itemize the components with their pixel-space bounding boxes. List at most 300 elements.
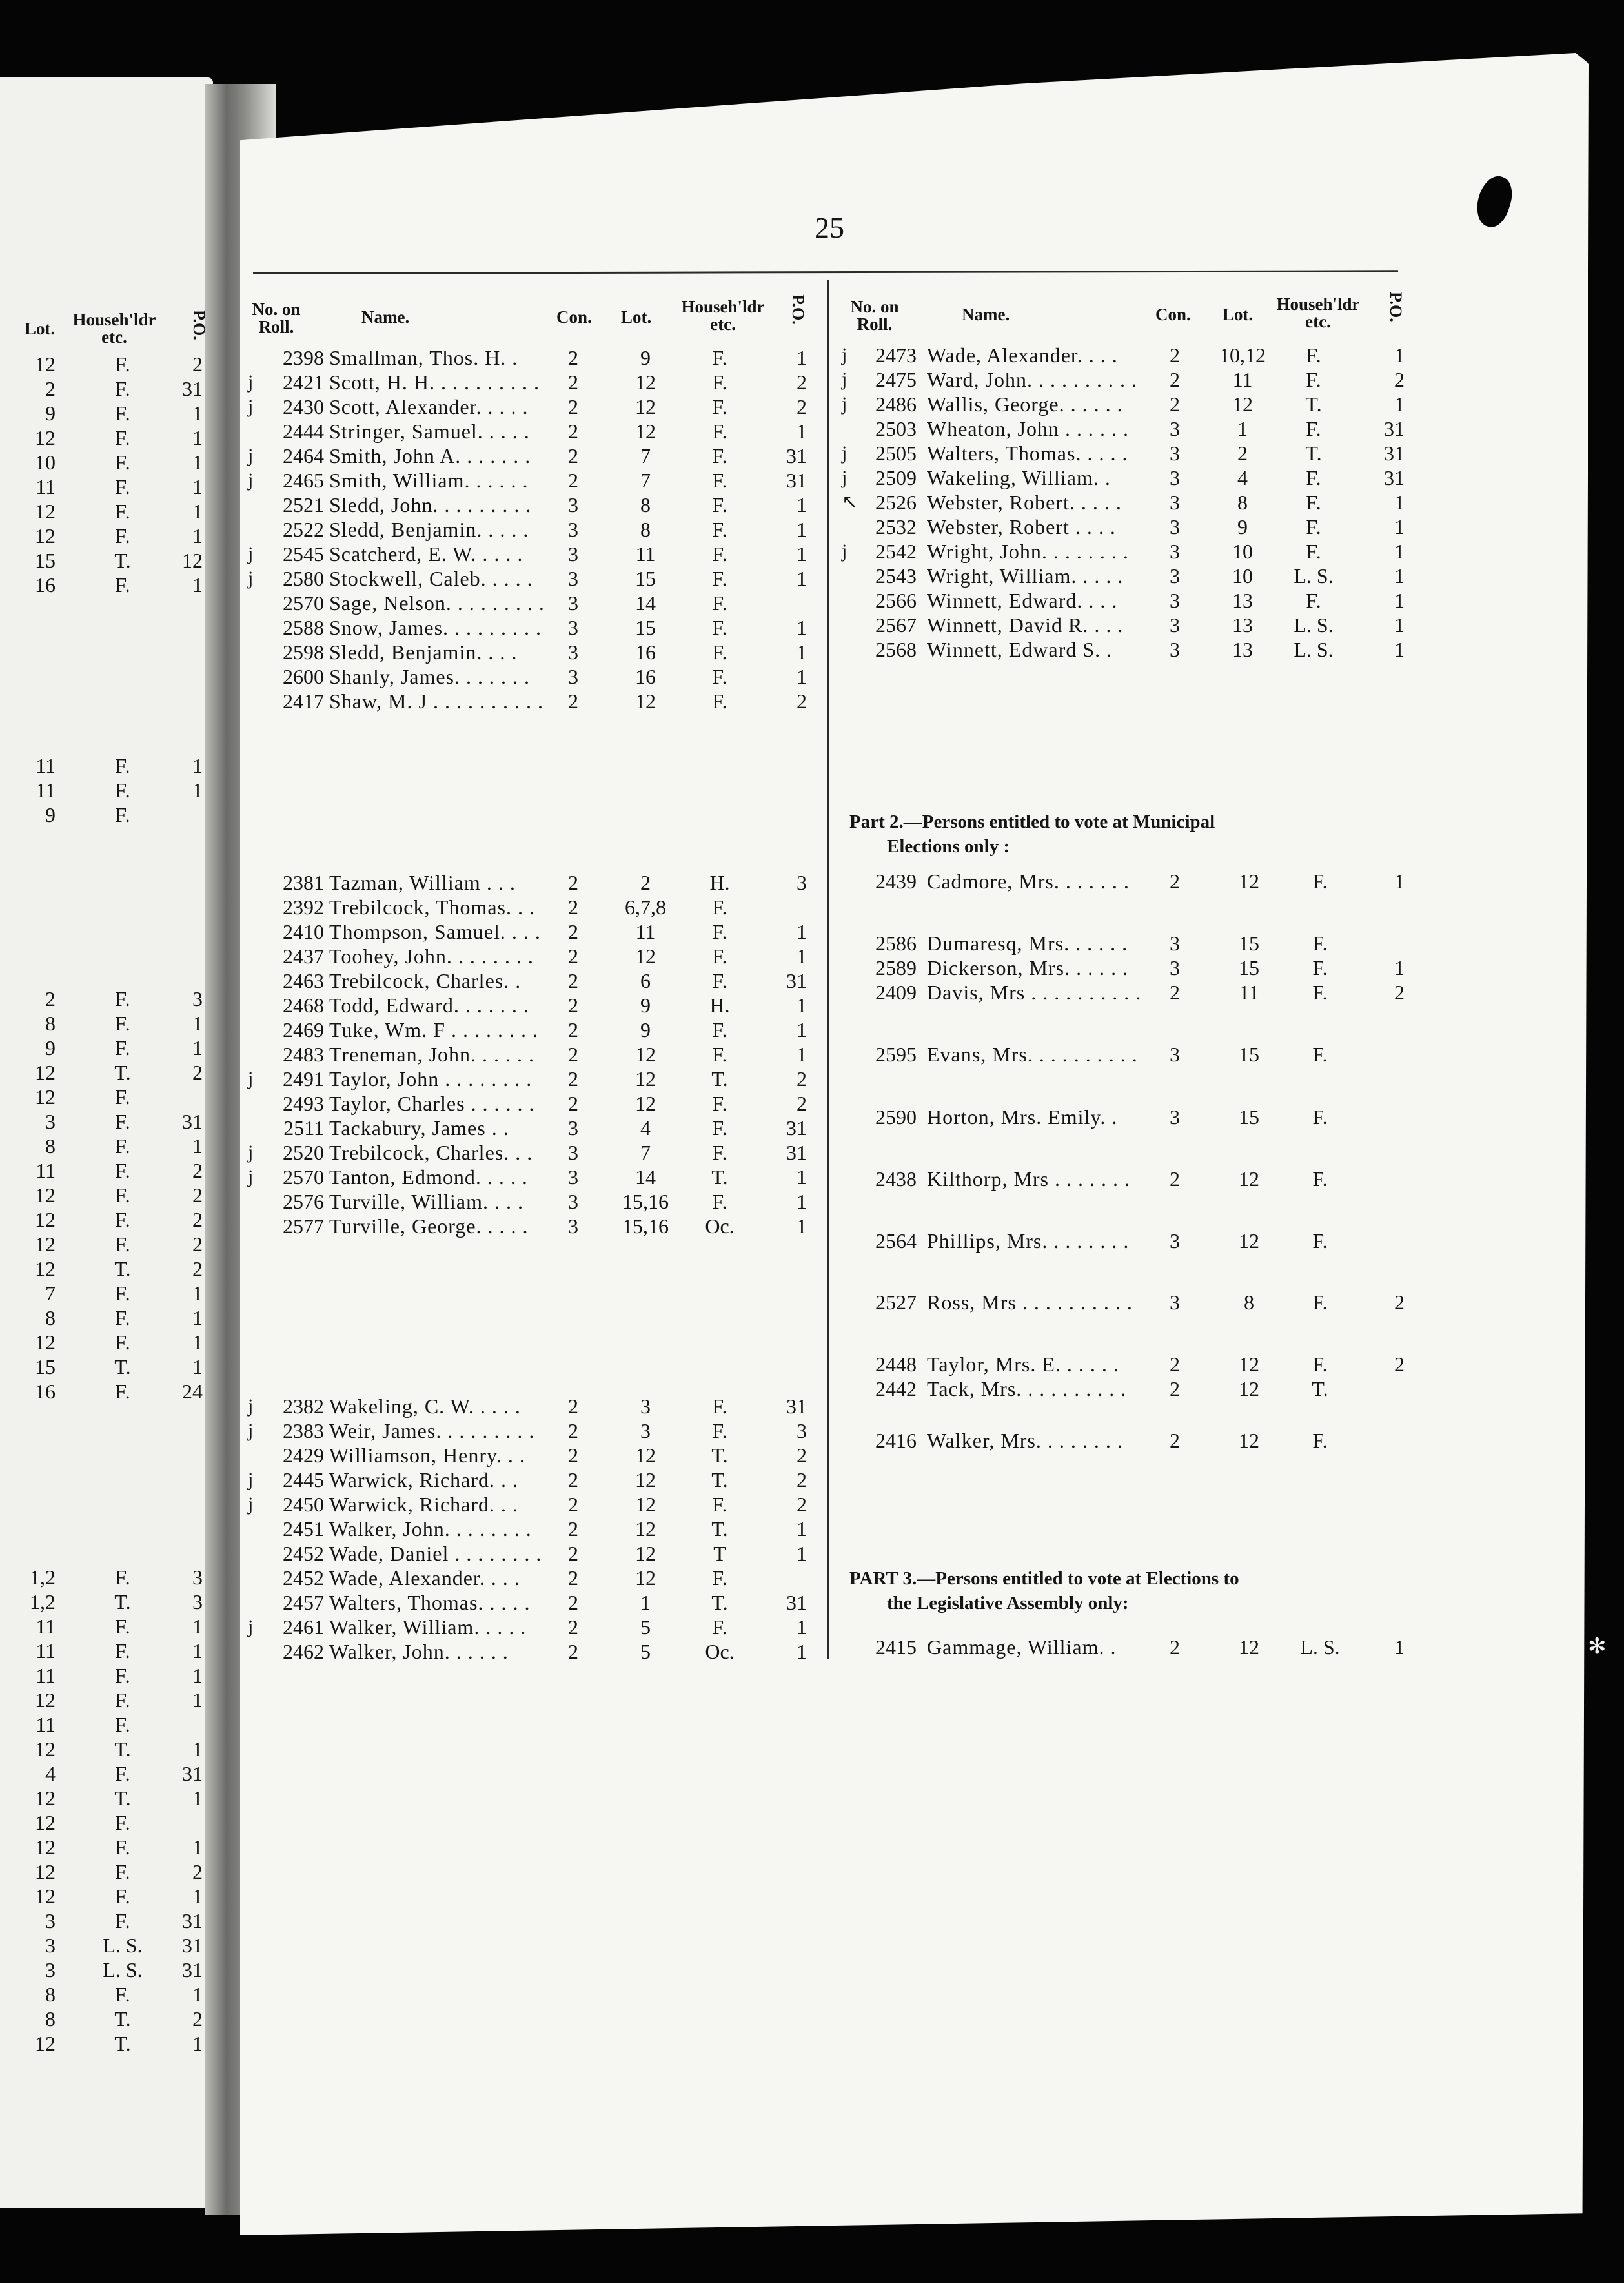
- concession: 2: [568, 1444, 578, 1467]
- left-household-cell: F.: [115, 1331, 130, 1354]
- concession: 2: [568, 395, 578, 418]
- concession: 3: [568, 1116, 578, 1140]
- voter-name: Turville, William. . . .: [329, 1190, 523, 1213]
- roll-number: 2445: [283, 1468, 324, 1491]
- voter-name: Winnett, David R. . . .: [927, 613, 1124, 637]
- voter-row: [0, 515, 1624, 539]
- household-status: F.: [1306, 343, 1321, 367]
- left-po-cell: 1: [192, 1786, 203, 1810]
- voter-name: Wade, Alexander. . . .: [927, 343, 1118, 367]
- left-household-cell: F.: [115, 426, 130, 449]
- left-household-cell: F.: [115, 1183, 130, 1207]
- left-lot-cell: 16: [35, 1380, 56, 1403]
- voter-name: Smith, John A. . . . . . .: [329, 444, 531, 467]
- post-office: 31: [1384, 417, 1405, 440]
- concession: 3: [1170, 515, 1180, 538]
- lot-number: 3: [640, 1395, 651, 1418]
- roll-number: 2452: [283, 1542, 324, 1565]
- household-status: F.: [712, 640, 727, 664]
- concession: 2: [1170, 343, 1180, 367]
- left-fragment-row: [0, 1958, 1624, 1982]
- voter-name: Taylor, John . . . . . . . .: [329, 1067, 533, 1090]
- voter-name: Walker, John. . . . . . . .: [329, 1517, 532, 1541]
- roll-number: 2465: [283, 469, 324, 492]
- middle-header-household: Househ'ldr etc.: [681, 297, 765, 334]
- concession: 3: [1170, 638, 1180, 661]
- post-office: 1: [797, 1018, 807, 1041]
- left-household-cell: F.: [115, 1159, 130, 1182]
- left-header-po: P.O.: [190, 310, 208, 340]
- lot-number: 1: [640, 1591, 651, 1614]
- roll-number: 2437: [283, 945, 324, 968]
- household-status: L. S.: [1300, 1635, 1340, 1659]
- voter-name: Shaw, M. J . . . . . . . . . .: [329, 690, 543, 713]
- lot-number: 2: [1237, 442, 1248, 465]
- concession: 3: [568, 591, 578, 615]
- left-header-household: Househ'ldr etc.: [72, 310, 156, 347]
- lot-number: 9: [1237, 515, 1248, 538]
- right-header-roll: No. on Roll.: [850, 297, 899, 334]
- lot-number: 8: [640, 493, 651, 517]
- post-office: 1: [1394, 956, 1405, 979]
- left-lot-cell: 12: [35, 1737, 56, 1761]
- lot-number: 11: [635, 542, 656, 566]
- roll-number: 2473: [875, 343, 917, 367]
- left-household-cell: F.: [115, 377, 130, 400]
- household-status: F.: [712, 1116, 727, 1140]
- household-status: F.: [1306, 515, 1321, 538]
- roll-number: 2577: [283, 1214, 324, 1238]
- voter-name: Wade, Alexander. . . .: [329, 1566, 520, 1590]
- left-po-cell: 2: [192, 353, 203, 376]
- roll-number: 2493: [283, 1092, 324, 1115]
- left-household-cell: F.: [115, 803, 130, 826]
- left-household-cell: F.: [115, 1134, 130, 1158]
- roll-number: 2568: [875, 638, 917, 661]
- left-po-cell: 31: [182, 377, 203, 400]
- left-household-cell: F.: [115, 1639, 130, 1663]
- roll-number: 2589: [875, 956, 917, 979]
- household-status: F.: [1306, 417, 1321, 440]
- post-office: 1: [797, 493, 807, 517]
- voter-name: Wright, John. . . . . . . .: [927, 540, 1129, 563]
- concession: 3: [1170, 932, 1180, 955]
- left-fragment-row: [0, 753, 1624, 778]
- post-office: 1: [797, 542, 807, 566]
- voter-name: Stringer, Samuel. . . . .: [329, 420, 530, 443]
- left-lot-cell: 8: [45, 2007, 56, 2031]
- roll-number: 2383: [283, 1419, 324, 1442]
- roll-number: 2442: [875, 1377, 917, 1400]
- concession: 2: [568, 420, 578, 443]
- roll-number: 2570: [283, 591, 324, 615]
- voter-name: Walters, Thomas. . . . .: [927, 442, 1128, 465]
- voter-row: [0, 564, 1624, 588]
- voter-name: Treneman, John. . . . . .: [329, 1043, 535, 1066]
- roll-number: 2521: [283, 493, 324, 517]
- post-office: 1: [797, 1542, 807, 1565]
- post-office: 31: [786, 1116, 807, 1140]
- household-status: F.: [1312, 1229, 1328, 1253]
- voter-name: Sage, Nelson. . . . . . . . .: [329, 591, 545, 615]
- voter-row: [0, 343, 1624, 367]
- left-lot-cell: 16: [35, 573, 56, 597]
- lot-number: 12: [1239, 1429, 1259, 1452]
- page-number: 25: [815, 211, 844, 244]
- household-status: F.: [1306, 589, 1321, 612]
- concession: 2: [1170, 981, 1180, 1004]
- left-household-cell: F.: [115, 1983, 130, 2006]
- j-marker: j: [842, 344, 848, 365]
- concession: 3: [568, 518, 578, 541]
- lot-number: 4: [1237, 466, 1248, 489]
- post-office: 1: [797, 920, 807, 943]
- voter-name: Davis, Mrs . . . . . . . . . .: [927, 981, 1142, 1004]
- post-office: 2: [797, 1067, 807, 1090]
- roll-number: 2543: [875, 564, 917, 588]
- lot-number: 12: [635, 420, 656, 443]
- roll-number: 2457: [283, 1591, 324, 1614]
- household-status: F.: [712, 1141, 727, 1164]
- left-lot-cell: 11: [36, 1664, 56, 1687]
- left-lot-cell: 12: [35, 1688, 56, 1712]
- lot-number: 12: [635, 1444, 656, 1467]
- left-po-cell: 1: [192, 2032, 203, 2055]
- voter-row: [0, 588, 1624, 613]
- left-fragment-row: [0, 2031, 1624, 2056]
- left-lot-cell: 9: [45, 1036, 56, 1060]
- left-fragment-row: [0, 803, 1624, 827]
- left-po-cell: 1: [192, 1036, 203, 1060]
- post-office: 1: [797, 1165, 807, 1189]
- left-household-cell: F.: [115, 1282, 130, 1305]
- household-status: F.: [712, 469, 727, 492]
- roll-number: 2415: [875, 1635, 917, 1659]
- left-po-cell: 1: [192, 573, 203, 597]
- concession: 2: [568, 1468, 578, 1491]
- roll-number: 2588: [283, 616, 324, 639]
- lot-number: 12: [635, 1043, 656, 1066]
- roll-number: 2417: [283, 690, 324, 713]
- roll-number: 2532: [875, 515, 917, 538]
- left-household-cell: F.: [115, 1885, 130, 1908]
- left-household-cell: F.: [115, 1615, 130, 1638]
- lot-number: 10: [1232, 564, 1253, 588]
- j-marker: ↖: [842, 491, 858, 513]
- left-lot-cell: 12: [35, 1085, 56, 1109]
- roll-number: 2382: [283, 1395, 324, 1418]
- left-lot-cell: 12: [35, 524, 56, 548]
- lot-number: 12: [1239, 1229, 1259, 1253]
- roll-number: 2483: [283, 1043, 324, 1066]
- lot-number: 10: [1232, 540, 1253, 563]
- roll-number: 2392: [283, 896, 324, 919]
- left-fragment-row: [0, 1933, 1624, 1958]
- concession: 2: [568, 1517, 578, 1541]
- left-po-cell: 1: [192, 1737, 203, 1761]
- concession: 2: [568, 469, 578, 492]
- j-marker: j: [248, 1166, 254, 1187]
- left-po-cell: 1: [192, 1355, 203, 1378]
- voter-name: Winnett, Edward S. .: [927, 638, 1113, 661]
- voter-name: Gammage, William. .: [927, 1635, 1117, 1659]
- right-header-household: Househ'ldr etc.: [1276, 294, 1360, 331]
- left-household-cell: F.: [115, 475, 130, 498]
- voter-row: [0, 637, 1624, 662]
- left-po-cell: 1: [192, 1688, 203, 1712]
- left-lot-cell: 8: [45, 1306, 56, 1329]
- left-po-cell: 1: [192, 1331, 203, 1354]
- lot-number: 12: [635, 1067, 656, 1090]
- concession: 3: [568, 1165, 578, 1189]
- roll-number: 2429: [283, 1444, 324, 1467]
- j-marker: j: [248, 568, 254, 589]
- left-lot-cell: 11: [36, 1615, 56, 1638]
- voter-name: Tuke, Wm. F . . . . . . . .: [329, 1018, 538, 1041]
- left-lot-cell: 9: [45, 402, 56, 425]
- household-status: T.: [1305, 442, 1322, 465]
- left-po-cell: 1: [192, 426, 203, 449]
- voter-name: Dickerson, Mrs. . . . . .: [927, 956, 1129, 979]
- post-office: 2: [797, 1493, 807, 1516]
- part2-voter-row: [0, 1428, 1624, 1453]
- lot-number: 12: [635, 690, 656, 713]
- household-status: F.: [712, 969, 727, 992]
- lot-number: 15: [635, 616, 656, 639]
- left-po-cell: 1: [192, 1885, 203, 1908]
- concession: 3: [568, 493, 578, 517]
- household-status: F.: [1306, 466, 1321, 489]
- lot-number: 5: [640, 1640, 651, 1663]
- voter-row: [0, 392, 1624, 416]
- voter-name: Stockwell, Caleb. . . . .: [329, 567, 533, 590]
- left-fragment-row: [0, 2007, 1624, 2031]
- voter-name: Weir, James. . . . . . . . .: [329, 1419, 535, 1442]
- post-office: 1: [797, 640, 807, 664]
- post-office: 1: [797, 518, 807, 541]
- voter-name: Evans, Mrs. . . . . . . . . .: [927, 1043, 1138, 1066]
- roll-number: 2469: [283, 1018, 324, 1041]
- household-status: F.: [712, 444, 727, 467]
- left-household-cell: F.: [115, 754, 130, 777]
- concession: 2: [1170, 870, 1180, 893]
- left-household-cell: F.: [115, 1713, 130, 1736]
- roll-number: 2567: [875, 613, 917, 637]
- post-office: 31: [786, 444, 807, 467]
- left-household-cell: T.: [114, 1590, 131, 1613]
- post-office: 1: [1394, 1635, 1405, 1659]
- left-po-cell: 12: [182, 549, 203, 572]
- left-household-cell: F.: [115, 1085, 130, 1109]
- part2-voter-row: [0, 1105, 1624, 1129]
- left-po-cell: 31: [182, 1909, 203, 1932]
- lot-number: 4: [640, 1116, 651, 1140]
- left-fragment-row: [0, 1982, 1624, 2007]
- left-fragment-row: [0, 1859, 1624, 1884]
- lot-number: 12: [635, 371, 656, 394]
- voter-name: Todd, Edward. . . . . . .: [329, 994, 529, 1017]
- voter-name: Tanton, Edmond. . . . .: [329, 1165, 528, 1189]
- left-po-cell: 2: [192, 1183, 203, 1207]
- lot-number: 11: [635, 920, 656, 943]
- voter-name: Toohey, John. . . . . . . .: [329, 945, 534, 968]
- post-office: 1: [1394, 343, 1405, 367]
- lot-number: 8: [1244, 1291, 1254, 1314]
- middle-header-roll: No. on Roll.: [252, 300, 301, 336]
- lot-number: 12: [635, 1566, 656, 1590]
- left-household-cell: F.: [115, 1208, 130, 1231]
- roll-number: 2564: [875, 1229, 917, 1253]
- concession: 3: [1170, 1043, 1180, 1066]
- j-marker: j: [248, 445, 254, 466]
- voter-row: [0, 1468, 1624, 1492]
- roll-number: 2452: [283, 1566, 324, 1590]
- voter-name: Wright, William. . . . .: [927, 564, 1124, 588]
- roll-number: 2398: [283, 346, 324, 369]
- lot-number: 15: [1239, 1105, 1259, 1129]
- household-status: F.: [712, 420, 727, 443]
- voter-name: Webster, Robert. . . . .: [927, 491, 1122, 514]
- voter-name: Sledd, Benjamin. . . . .: [329, 518, 529, 541]
- j-marker: j: [248, 396, 254, 417]
- concession: 2: [1170, 1353, 1180, 1376]
- roll-number: 2409: [875, 981, 917, 1004]
- concession: 2: [568, 1067, 578, 1090]
- left-household-cell: F.: [115, 402, 130, 425]
- lot-number: 7: [640, 1141, 651, 1164]
- household-status: T.: [711, 1067, 728, 1090]
- household-status: F.: [712, 690, 727, 713]
- household-status: F.: [712, 1018, 727, 1041]
- lot-number: 7: [640, 469, 651, 492]
- household-status: F.: [1306, 491, 1321, 514]
- post-office: 1: [797, 616, 807, 639]
- household-status: F.: [712, 1190, 727, 1213]
- middle-header-po: P.O.: [789, 294, 807, 325]
- left-lot-cell: 12: [35, 1885, 56, 1908]
- concession: 2: [1170, 1429, 1180, 1452]
- concession: 2: [568, 1395, 578, 1418]
- concession: 2: [568, 690, 578, 713]
- household-status: F.: [712, 371, 727, 394]
- roll-number: 2491: [283, 1067, 324, 1090]
- household-status: F.: [1306, 540, 1321, 563]
- part3-heading: PART 3.—Persons entitled to vote at Elections to the Legislative Assembly only:: [849, 1568, 1239, 1613]
- left-lot-cell: 8: [45, 1134, 56, 1158]
- voter-name: Snow, James. . . . . . . . .: [329, 616, 542, 639]
- lot-number: 12: [1239, 1353, 1259, 1376]
- post-office: 3: [797, 871, 807, 894]
- concession: 2: [568, 1018, 578, 1041]
- roll-number: 2430: [283, 395, 324, 418]
- post-office: 31: [786, 1591, 807, 1614]
- roll-number: 2444: [283, 420, 324, 443]
- right-header-name: Name.: [962, 305, 1010, 324]
- concession: 3: [1170, 491, 1180, 514]
- left-lot-cell: 8: [45, 1983, 56, 2006]
- voter-row: [0, 613, 1624, 637]
- left-household-cell: F.: [115, 987, 130, 1010]
- household-status: F.: [712, 591, 727, 615]
- part2-voter-row: [0, 1167, 1624, 1191]
- voter-name: Thompson, Samuel. . . .: [329, 920, 541, 943]
- concession: 3: [1170, 589, 1180, 612]
- concession: 3: [568, 616, 578, 639]
- concession: 2: [568, 969, 578, 992]
- voter-row: [0, 1541, 1624, 1566]
- left-lot-cell: 12: [35, 1233, 56, 1256]
- lot-number: 15: [1239, 956, 1259, 979]
- left-lot-cell: 7: [45, 1282, 56, 1305]
- post-office: 2: [797, 371, 807, 394]
- part2-voter-row: [0, 1042, 1624, 1067]
- household-status: F.: [712, 1566, 727, 1590]
- roll-number: 2595: [875, 1043, 917, 1066]
- lot-number: 6,7,8: [625, 896, 666, 919]
- lot-number: 15: [635, 567, 656, 590]
- lot-number: 7: [640, 444, 651, 467]
- household-status: F.: [1312, 1291, 1328, 1314]
- speck-mark: ✻: [1588, 1633, 1607, 1659]
- roll-number: 2438: [875, 1167, 917, 1191]
- roll-number: 2503: [875, 417, 917, 440]
- roll-number: 2570: [283, 1165, 324, 1189]
- post-office: 2: [797, 690, 807, 713]
- left-fragment-row: [0, 1761, 1624, 1786]
- post-office: 1: [1394, 589, 1405, 612]
- post-office: 1: [797, 1640, 807, 1663]
- right-header-con: Con.: [1155, 305, 1191, 324]
- j-marker: j: [248, 1493, 254, 1515]
- post-office: 2: [1394, 368, 1405, 391]
- voter-name: Wade, Daniel . . . . . . . .: [329, 1542, 542, 1565]
- left-household-cell: F.: [115, 353, 130, 376]
- roll-number: 2598: [283, 640, 324, 664]
- post-office: 1: [797, 945, 807, 968]
- left-fragment-row: [0, 1786, 1624, 1810]
- concession: 3: [1170, 417, 1180, 440]
- household-status: F.: [712, 542, 727, 566]
- post-office: 1: [797, 1615, 807, 1639]
- roll-number: 2505: [875, 442, 917, 465]
- lot-number: 6: [640, 969, 651, 992]
- left-lot-cell: 15: [35, 1355, 56, 1378]
- lot-number: 11: [1232, 368, 1253, 391]
- concession: 2: [568, 1542, 578, 1565]
- household-status: F.: [1306, 368, 1321, 391]
- post-office: 1: [797, 1517, 807, 1541]
- lot-number: 9: [640, 994, 651, 1017]
- household-status: F.: [712, 896, 727, 919]
- voter-row: [0, 1189, 1624, 1214]
- left-lot-cell: 1,2: [30, 1566, 56, 1589]
- left-household-cell: F.: [115, 1762, 130, 1785]
- concession: 2: [568, 1493, 578, 1516]
- left-household-cell: F.: [115, 1380, 130, 1403]
- lot-number: 12: [1239, 1635, 1259, 1659]
- left-household-cell: L. S.: [103, 1958, 143, 1981]
- household-status: F.: [712, 567, 727, 590]
- left-po-cell: 31: [182, 1934, 203, 1957]
- household-status: F.: [712, 945, 727, 968]
- left-po-cell: 2: [192, 1233, 203, 1256]
- left-household-cell: L. S.: [103, 1934, 143, 1957]
- left-household-cell: F.: [115, 1664, 130, 1687]
- left-po-cell: 1: [192, 1983, 203, 2006]
- roll-number: 2381: [283, 871, 324, 894]
- household-status: F.: [712, 1092, 727, 1115]
- concession: 2: [568, 994, 578, 1017]
